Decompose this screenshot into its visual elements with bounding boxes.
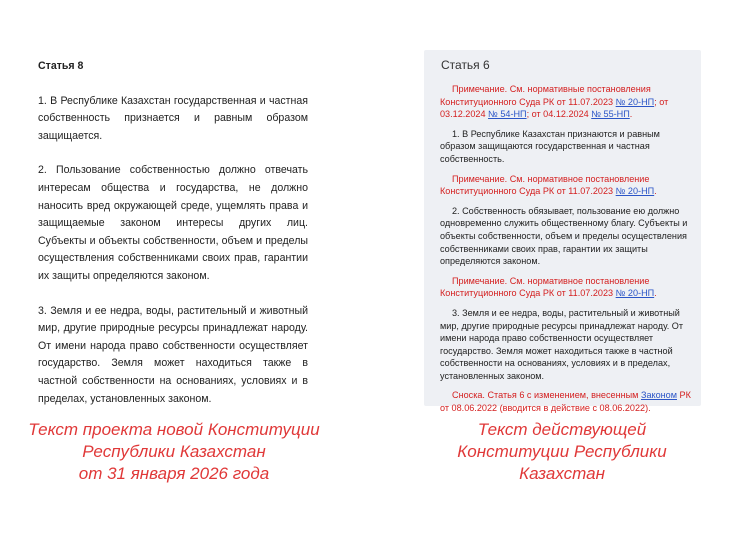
- article-title: Статья 8: [38, 60, 84, 72]
- article-paragraph-1: 1. В Республике Казахстан государственная и частная собственность признается и равным образом защищается.: [38, 94, 308, 142]
- note-2: [440, 173, 694, 198]
- link-54-np[interactable]: № 54-НП: [488, 109, 527, 120]
- note-text: Примечание. См. нормативные постановления Конституционного Суда РК от 11.07.2023: [440, 84, 651, 107]
- draft-constitution-article: [38, 58, 308, 408]
- link-20-np[interactable]: № 20-НП: [615, 96, 655, 107]
- article-body: [440, 83, 694, 422]
- note-text: ; от 04.12.2024: [526, 109, 592, 120]
- law-link[interactable]: Законом: [640, 390, 677, 401]
- current-constitution-panel: [424, 50, 701, 414]
- note-text: .: [654, 186, 657, 197]
- note-text: .: [629, 109, 633, 120]
- note-text: .: [654, 288, 657, 299]
- article-paragraph-3: 3. Земля и ее недра, воды, растительный и животный мир, другие природные ресурсы принадлежат народу. От имени народа право собственности осуществляет государство. Земля может находиться также в частной собственности на основаниях, условиях и в пределах, установленных законом.: [38, 304, 308, 405]
- caption-draft: [20, 419, 328, 485]
- note-text: ; от 03.12.2024: [440, 96, 669, 120]
- link-20-np[interactable]: № 20-НП: [615, 186, 655, 197]
- footnote: [440, 389, 694, 414]
- note-1: [440, 83, 694, 121]
- note-3: [440, 275, 694, 300]
- caption-line: Республики Казахстан: [82, 442, 266, 461]
- article-paragraph-2: 2. Пользование собственностью должно отвечать интересам общества и государства, не должно наносить вред окружающей среде, ущемлять права и защищаемые законом интересы других лиц. Субъекты и объекты собственности, объем и пределы осуществления собственниками своих прав, гарантии их защиты определяются законом.: [38, 164, 308, 282]
- caption-current: [428, 419, 696, 485]
- caption-line: Конституции Республики: [457, 442, 667, 461]
- article-paragraph-2: 2. Собственность обязывает, пользование ею должно одновременно служить общественному благу. Субъекты и объекты собственности, объем и пределы осуществления собственниками своих прав, гарантии их защиты определяются законом.: [440, 205, 688, 267]
- link-20-np[interactable]: № 20-НП: [615, 288, 655, 299]
- caption-line: от 31 января 2026 года: [78, 464, 270, 483]
- note-text: Примечание. См. нормативное постановление Конституционного Суда РК от 11.07.2023: [440, 173, 650, 197]
- footnote-text: РК от 08.06.2022 (вводится в действие с 08.06.2022).: [440, 390, 691, 414]
- article-title: Статья 6: [441, 58, 490, 72]
- note-text: Примечание. См. нормативное постановление Конституционного Суда РК от 11.07.2023: [440, 275, 650, 299]
- caption-line: Казахстан: [519, 464, 605, 483]
- caption-line: Текст проекта новой Конституции: [28, 420, 320, 439]
- caption-line: Текст действующей: [477, 420, 647, 439]
- link-55-np[interactable]: № 55-НП: [591, 109, 630, 120]
- article-paragraph-1: 1. В Республике Казахстан признаются и равным образом защищаются государственная и частная собственность.: [440, 128, 660, 164]
- article-paragraph-3: 3. Земля и ее недра, воды, растительный и животный мир, другие природные ресурсы принадлежат народу. От имени народа право собственности осуществляет государство. Земля может находиться также в частной собственности на основаниях, условиях и в пределах, установленных законом.: [440, 307, 683, 381]
- footnote-text: Сноска. Статья 6 с изменением, внесенным: [452, 390, 641, 401]
